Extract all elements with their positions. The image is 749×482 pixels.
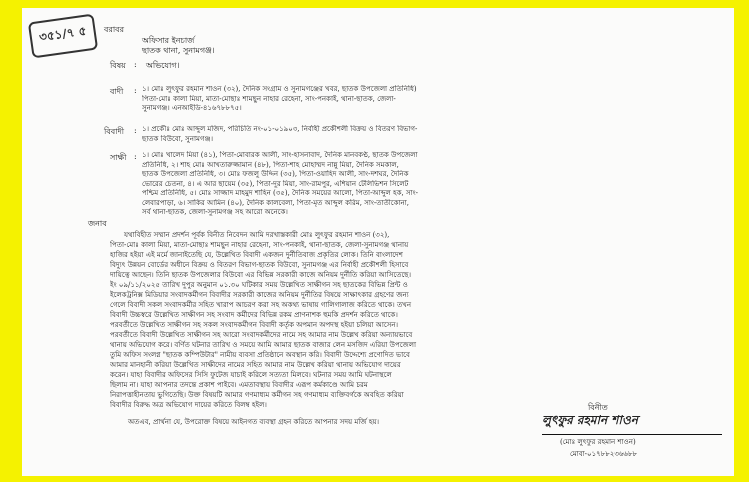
- plaintiff-label: বাদী: [110, 87, 124, 96]
- recipient-address: ছাতক থানা, সুনামগঞ্জ।: [142, 46, 215, 55]
- plaintiff-colon: :: [134, 86, 137, 95]
- defendant-line: ১। প্রকৌঃ মোঃ আব্দুল মজিদ, পরিচিতি নং-০১-০১৯০৩, নির্বাহী প্রকৌশলী বিক্রয় ও বিতরণ বিভাগ-: [142, 125, 418, 133]
- body-line: বিবাদীর বিরুদ্ধ অত্র অভিযোগ দায়ের করিতে বিলম্ব হইল।: [110, 401, 267, 409]
- witness-label: সাক্ষী: [110, 153, 127, 162]
- body-line: পরবর্তীতে উল্লেখিত সাক্ষীগন সহ সকল সংবাদকর্মীগন বিবাদী কর্তৃক অপমান অপদস্থ হইয়া চলিয়া আসেন।: [110, 321, 399, 329]
- defendant-colon: :: [134, 126, 137, 135]
- to-label: বরাবর: [104, 25, 125, 34]
- plaintiff-details: [142, 85, 727, 114]
- plaintiff-line: সুনামগঞ্জ। এনআইডি-৪১৬৭৮৮৭৫।: [142, 104, 242, 112]
- body-line: ছিলাম না। যাহা আপনার তদন্তে প্রকাশ পাইবে। এমতাবস্থায় বিবাদীর এরূপ কর্মকাণ্ডে আমি চরম: [110, 381, 368, 389]
- salutation: জনাব: [88, 219, 107, 228]
- witness-line: ভোরের চেতনা, ৪। এ আর ছায়েম (৩৫), পিতা-দুর মিয়া, সাং-রামপুর, এশিয়ান টেলিভিশন সিলেট: [142, 179, 409, 188]
- applicant-name: (মোঃ লুৎফুর রহমান শাওন): [560, 438, 636, 446]
- subject-colon: :: [134, 60, 137, 69]
- body-line: থানায় অভিযোগ করে। বর্ণিত ঘটনার তারিখ ও সময়ে আমি আমার ছাতক বাজার লেন মসজিদ এরিয়া উপজেলা: [110, 341, 417, 349]
- plaintiff-line: ১। মোঃ লুৎফুর রহমান শাওন (৩২), দৈনিক সংগ্রাম ও সুনামগঞ্জের খবর, ছাতক উপজেলা প্রতিনিধি): [142, 85, 417, 93]
- signature-script: লুৎফুর রহমান শাওন: [542, 413, 638, 427]
- witness-line: প্রতিনিধি, ২। শাহ মোঃ আখতারুজ্জামান (৪৮), পিতা-শাহ মোহাম্মদ নান্নু মিয়া, দৈনিক সমকাল,: [142, 160, 399, 169]
- witness-line: লেবারপাড়া, ৬। সাকির আমিন (৪০), দৈনিক কালবেলা, পিতা-মৃত আব্দুল করিম, সাং-তাতীকোনা,: [142, 198, 409, 207]
- witness-line: ১। মোঃ খালেদ মিয়া (৪১), পিতা-মোবারক আলী, সাং-হাসনাবাদ, দৈনিক মানবকণ্ঠ, ছাতক উপজেলা: [142, 151, 418, 159]
- body-line: গেলে বিবাদী সকল সংবাদকর্মীর সহিত খারাপ আচরণ করা সহ অকথ্য ভাষায় গালিগালাজ করিতে থাকে। তখন: [110, 301, 412, 309]
- body-line: পরবর্তীতে বিবাদী উল্লেখিত সাক্ষীগন সহ আরো সংবাদকর্মীদের নামে সহ আমার নাম উল্লেখ করিয়া অন্যায়ভাবে: [110, 331, 413, 339]
- body-line: আমার মানহানী করিয়া উল্লেখিত সাক্ষীদের নামের সহিত আমার নাম উল্লেখ করিয়া থানায় অভিযোগ দায়ের: [110, 361, 401, 369]
- body-line: ইং ০৯/১১/২০২৫ তারিখ দুপুর অনুমান ০১.৩০ ঘটিকার সময় উল্লেখিত সাক্ষীগন সহ ছাতকের বিভিন্ন প্রিন্ট ও: [110, 281, 408, 289]
- body-line: হাজির হইয়া এই মর্মে জানাইতেছি যে, উল্লেখিত বিবাদী একজন দুর্নীতিবাজ প্রকৃতির লোক। তিনি বাংলাদেশ: [110, 251, 403, 259]
- witness-line: সর্ব থানা-ছাতক, জেলা-সুনামগঞ্জ সহ আরো অনেকে।: [142, 208, 288, 216]
- plaintiff-line: পিতা-মোঃ কালা মিয়া, মাতা-মোছাঃ শামছুন নাহার রেহেনা, সাং-পনকাই, থানা-ছাতক, জেলা-: [142, 94, 396, 103]
- receipt-stamp: [28, 14, 98, 59]
- signature: [542, 412, 722, 435]
- applicant-mobile: মোবা-০১৭৮৮২৩৬৬৮৮: [570, 450, 638, 458]
- body-line: করেন। যাহা বিবাদীর অফিসের সিসি ফুটেজ যাচাই করিলে সত্যতা মিলবে। ঘটনার সময় আমি ঘটনাস্থলে: [110, 371, 392, 379]
- body-line: নিরাপত্তাহীনতায় ভুগিতেছি। উক্ত বিষয়টি আমার গণমাধ্যম কর্মীগন সহ গণমাধ্যম ব্যক্তিবর্গকে অবহিত করিয়া: [110, 391, 404, 399]
- body-line: বিদ্যুৎ উন্নয়ন বোর্ডের অধীনে বিক্রয় ও বিতরণ বিভাগ-ছাতক বিউবো, সুনামগঞ্জ এর নির্বাহী প্রকৌশলী হিসাবে: [110, 261, 409, 269]
- subject-value: অভিযোগ।: [146, 61, 180, 70]
- body-line: দায়িত্বে আছেন। তিনি ছাতক উপজেলার বিউবো এর বিভিন্ন সরকারী কাজে অনিয়ম দুর্নীতি করিয়া আসিতেছে।: [110, 271, 412, 279]
- stamp-text: ৩৫১/৭ ৫: [38, 23, 88, 45]
- witness-line: ছাতক উপজেলা প্রতিনিধি, ৩। মোঃ ফজলু উদ্দিন (৩৫), পিতা-ওয়াহিদ আলী, সাং-দশঘর, দৈনিক: [142, 170, 409, 178]
- body-line: ইলেকট্রনিক্স মিডিয়ার সংবাদকর্মীগন বিবাদীর সরকারী কাজের অনিয়ম দুর্নীতির বিষয়ে সাক্ষাৎকার গ্রহণের জন্য: [110, 291, 409, 299]
- defendant-label: বিবাদী: [104, 127, 125, 136]
- complaint-body: [110, 230, 730, 410]
- witness-line: পশ্চিম প্রতিনিধি, ৫। মোঃ সাজ্জাদ মাহমুদ শাহিন (৩৫), দৈনিক সময়ের আলো, পিতা-আব্দুল হক, সাং-: [142, 189, 419, 197]
- body-line: বিবাদী উচ্চস্বরে উল্লেখিত সাক্ষীগন সহ সংবাদ কর্মীদের বিভিন্ন রকম প্রাণনাশক হুমকি প্রদর্শন করিতে থাকে।: [110, 311, 398, 319]
- document-page: [22, 8, 734, 476]
- body-line: তুমি অফিস সংলগ্ন "ছাতক কম্পিউটার" নামীয় ব্যবসা প্রতিষ্ঠানে অবস্থান করি। বিবাদী উদ্দেশ্যে প্রণোদিত ভাবে: [110, 351, 410, 359]
- subject-label: বিষয়: [110, 61, 126, 70]
- closing-prayer: অতএব, প্রার্থনা যে, উপরোক্ত বিষয়ে আইনগত ব্যবস্থা গ্রহন করিতে আপনার সদয় মর্জি হয়।: [128, 418, 380, 426]
- witness-colon: :: [134, 152, 137, 161]
- body-line: পিতা-মোঃ কালা মিয়া, মাতা-মোছাঃ শামছুন নাহার রেহেনা, সাং-পনকাই, থানা-ছাতক, জেলা-সুনামগঞ্জ থানায়: [110, 241, 409, 249]
- defendant-line: ছাতক বিউবো, সুনামগঞ্জ।: [142, 134, 213, 143]
- signoff: বিনীত: [588, 403, 608, 412]
- recipient-title: অফিসার ইনচার্জ: [142, 36, 195, 45]
- body-line: যথাবিহীত সম্মান প্রদর্শন পূর্বক বিনীত নিবেদন আমি দরখাস্তকারী মোঃ লুৎফুর রহমান শাওন (৩২),: [124, 231, 390, 239]
- defendant-details: [142, 125, 727, 144]
- witness-details: [142, 151, 727, 218]
